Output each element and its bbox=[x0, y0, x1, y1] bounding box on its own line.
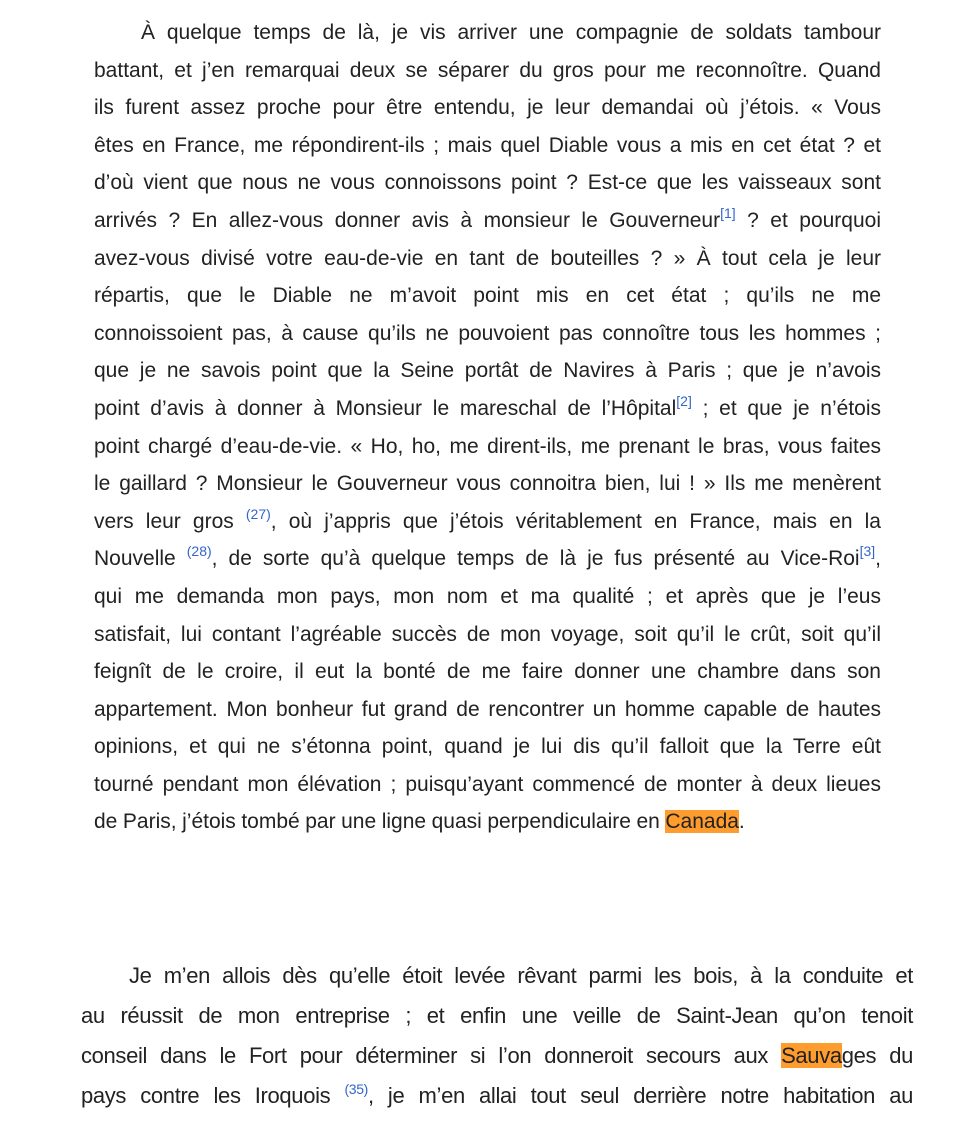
text-run: conseil dans le Fort pour déterminer si l’on donneroit secours aux bbox=[81, 1043, 782, 1068]
search-highlight: Canada bbox=[665, 810, 739, 834]
text-run: feignît de le croire, il eut la bonté de me faire donner une chambre dans son bbox=[94, 660, 881, 684]
text-run: appartement. Mon bonheur fut grand de rencontrer un homme capable de hautes bbox=[94, 697, 881, 721]
text-run: avez-vous divisé votre eau-de-vie en tant de bouteilles ? » À tout cela je leur bbox=[94, 246, 881, 270]
text-line bbox=[47, 503, 881, 541]
text-run: le gaillard ? Monsieur le Gouverneur vous connoitra bien, lui ! » Ils me menèrent bbox=[94, 472, 881, 496]
text-run: satisfait, lui contant l’agréable succès de mon voyage, soit qu’il le crût, soit qu’il bbox=[94, 622, 881, 646]
text-run: que je ne savois point que la Seine portât de Navires à Paris ; que je n’avois bbox=[94, 359, 881, 383]
note-link-35[interactable]: (35) bbox=[344, 1081, 368, 1097]
text-line bbox=[47, 390, 881, 428]
text-line bbox=[47, 352, 881, 390]
text-line bbox=[47, 428, 881, 466]
text-line bbox=[47, 766, 881, 804]
text-run: point chargé d’eau-de-vie. « Ho, ho, me dirent-ils, me prenant le bras, vous faites bbox=[94, 434, 881, 458]
text-run: vers leur gros bbox=[94, 509, 246, 533]
text-line bbox=[47, 315, 881, 353]
text-line bbox=[33, 956, 913, 996]
text-run: êtes en France, me répondirent-ils ; mais quel Diable vous a mis en cet état ? et bbox=[94, 133, 881, 157]
text-run: , bbox=[875, 547, 882, 571]
text-run: connoissoient pas, à cause qu’ils ne pouvoient pas connoître tous les hommes ; bbox=[94, 321, 881, 345]
text-run: de Paris, j’étois tombé par une ligne quasi perpendiculaire en bbox=[94, 810, 666, 834]
text-line bbox=[47, 803, 881, 841]
text-line bbox=[47, 616, 881, 654]
text-run: Je m’en allois dès qu’elle étoit levée rêvant parmi les bois, à la conduite et bbox=[129, 963, 913, 988]
text-run: , où j’appris que j’étois véritablement en France, mais en la bbox=[270, 509, 881, 533]
text-line bbox=[47, 277, 881, 315]
text-run: ges du bbox=[841, 1043, 913, 1068]
text-run: tourné pendant mon élévation ; puisqu’ayant commencé de monter à deux lieues bbox=[94, 772, 881, 796]
text-line bbox=[47, 728, 881, 766]
text-run: point d’avis à donner à Monsieur le mareschal de l’Hôpital bbox=[94, 396, 677, 420]
footnote-link-3[interactable]: [3] bbox=[859, 543, 876, 560]
text-run: répartis, que le Diable ne m’avoit point mis en cet état ; qu’ils ne me bbox=[94, 284, 881, 308]
text-run: . bbox=[738, 810, 745, 834]
note-link-28[interactable]: (28) bbox=[186, 543, 212, 560]
text-line bbox=[47, 14, 881, 52]
text-run: au réussit de mon entreprise ; et enfin une veille de Saint-Jean qu’on tenoit bbox=[81, 1003, 913, 1028]
footnote-link-1[interactable]: [1] bbox=[720, 204, 736, 221]
text-run: , de sorte qu’à quelque temps de là je fus présenté au Vice-Roi bbox=[211, 547, 860, 571]
text-run: À quelque temps de là, je vis arriver une compagnie de soldats tambour bbox=[141, 21, 881, 44]
text-line bbox=[47, 465, 881, 503]
text-run: , je m’en allai tout seul derrière notre habitation au bbox=[367, 1083, 913, 1108]
text-run: pays contre les Iroquois bbox=[81, 1083, 345, 1108]
text-line bbox=[33, 996, 913, 1036]
text-run: opinions, et qui ne s’étonna point, quand je lui dis qu’il falloit que la Terre eût bbox=[94, 735, 881, 759]
text-line bbox=[47, 240, 881, 278]
text-run: qui me demanda mon pays, mon nom et ma qualité ; et après que je l’eus bbox=[94, 584, 881, 608]
search-highlight: Sauva bbox=[781, 1043, 842, 1068]
text-line bbox=[47, 540, 881, 578]
paragraph-1 bbox=[47, 14, 881, 841]
text-line bbox=[47, 578, 881, 616]
text-line bbox=[47, 89, 881, 127]
text-line bbox=[47, 202, 881, 240]
note-link-27[interactable]: (27) bbox=[245, 505, 271, 522]
text-run: ; et que je n’étois bbox=[691, 396, 881, 420]
text-line bbox=[47, 691, 881, 729]
text-run: Nouvelle bbox=[94, 547, 187, 571]
text-line bbox=[33, 1076, 913, 1116]
text-line bbox=[47, 653, 881, 691]
text-line bbox=[47, 164, 881, 202]
footnote-link-2[interactable]: [2] bbox=[676, 392, 692, 409]
text-run: ils furent assez proche pour être entendu, je leur demandai où j’étois. « Vous bbox=[94, 96, 881, 120]
text-run: battant, et j’en remarquai deux se séparer du gros pour me reconnoître. Quand bbox=[94, 58, 881, 82]
text-line bbox=[33, 1036, 913, 1076]
paragraph-2 bbox=[33, 956, 913, 1116]
text-line bbox=[47, 52, 881, 90]
text-run: d’où vient que nous ne vous connoissons point ? Est-ce que les vaisseaux sont bbox=[94, 171, 881, 195]
text-run: arrivés ? En allez-vous donner avis à monsieur le Gouverneur bbox=[94, 208, 721, 232]
text-line bbox=[47, 127, 881, 165]
text-run: ? et pourquoi bbox=[735, 208, 882, 232]
